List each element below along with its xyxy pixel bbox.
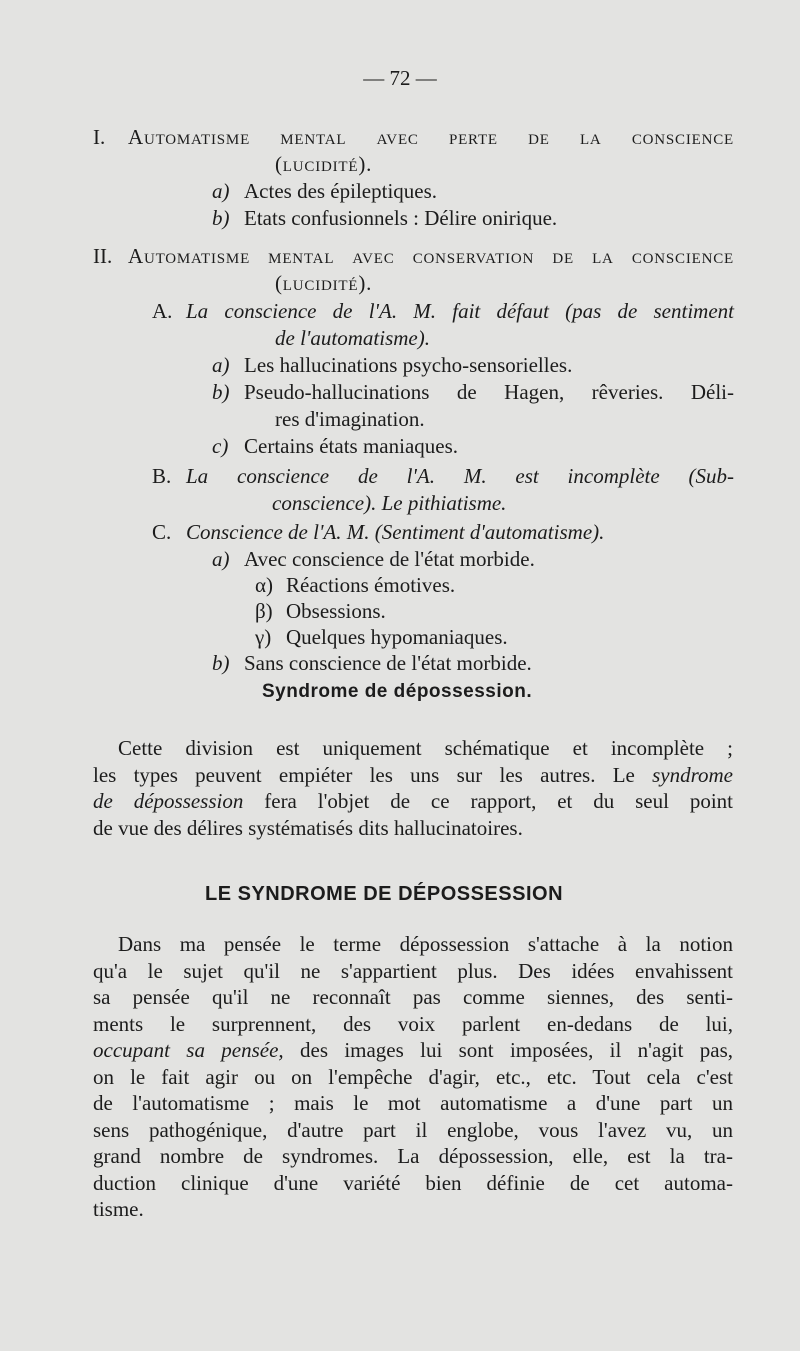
text-run: fera l'objet de ce rapport, et du seul point: [243, 789, 733, 813]
subsection-A-label: A.: [152, 299, 173, 323]
paragraph-body: [93, 931, 733, 1223]
subsection-A-text: La conscience de l'A. M. fait défaut (pas de sentiment: [186, 299, 734, 323]
subsection-B-label: B.: [152, 464, 172, 488]
paragraph-line: [93, 1037, 733, 1064]
item-text: Pseudo-hallucinations de Hagen, rêveries. Déli-: [244, 380, 734, 404]
syndrome-label: Syndrome de dépossession.: [262, 681, 533, 702]
section-II-title: Automatisme mental avec conservation de la conscience: [128, 244, 734, 268]
item-text: Certains états maniaques.: [244, 434, 459, 458]
paragraph-line: Cette division est uniquement schématique et incomplète ;: [118, 736, 733, 760]
section-I-title-cont: (lucidité).: [275, 152, 373, 176]
section-II-title-cont: (lucidité).: [275, 271, 373, 295]
paragraph-line: [93, 762, 733, 789]
paragraph-line: qu'a le sujet qu'il ne s'appartient plus. Des idées envahissent: [93, 958, 733, 983]
paragraph-line: tisme.: [93, 1197, 144, 1221]
paragraph-line: duction clinique d'une variété bien définie de cet automa-: [93, 1170, 733, 1195]
item-text: Les hallucinations psycho-sensorielles.: [244, 353, 573, 377]
greek-item-label: γ): [255, 625, 272, 649]
paragraph-line: grand nombre de syndromes. La dépossession, elle, est la tra-: [93, 1144, 733, 1168]
item-label: c): [212, 434, 229, 458]
item-text: Etats confusionnels : Délire onirique.: [244, 206, 558, 230]
item-label: a): [212, 179, 230, 203]
section-heading: LE SYNDROME DE DÉPOSSESSION: [205, 883, 564, 905]
item-text-cont: res d'imagination.: [275, 407, 425, 431]
paragraph-intro: [93, 735, 733, 841]
item-label: a): [212, 547, 230, 571]
paragraph-line: ments le surprennent, des voix parlent en-dedans de lui,: [93, 1011, 733, 1036]
item-text: Actes des épileptiques.: [244, 179, 438, 203]
text-run: les types peuvent empiéter les uns sur les autres. Le: [93, 762, 653, 787]
item-text: Avec conscience de l'état morbide.: [244, 547, 535, 571]
text-run: des images lui sont imposées, il n'agit pas,: [283, 1038, 733, 1062]
item-text: Sans conscience de l'état morbide.: [244, 651, 532, 675]
greek-item-label: β): [255, 599, 273, 623]
section-II-numeral: II.: [93, 244, 113, 268]
text-run-italic: occupant sa pensée,: [93, 1038, 284, 1062]
paragraph-line: de vue des délires systématisés dits hallucinatoires.: [93, 815, 523, 840]
paragraph-line: sens pathogénique, d'autre part il englobe, vous l'avez vu, un: [93, 1117, 733, 1142]
greek-item-text: Réactions émotives.: [286, 573, 456, 597]
subsection-B-text: La conscience de l'A. M. est incomplète (Sub-: [186, 464, 734, 488]
paragraph-line: Dans ma pensée le terme dépossession s'attache à la notion: [118, 932, 733, 956]
paragraph-line: on le fait agir ou on l'empêche d'agir, etc., etc. Tout cela c'est: [93, 1064, 733, 1089]
item-label: b): [212, 206, 230, 230]
subsection-C-text: Conscience de l'A. M. (Sentiment d'automatisme).: [186, 520, 605, 544]
section-I-title: Automatisme mental avec perte de la conscience: [128, 125, 734, 149]
paragraph-line: de l'automatisme ; mais le mot automatisme a d'une part un: [93, 1091, 733, 1115]
item-label: b): [212, 651, 230, 675]
section-I-numeral: I.: [93, 125, 106, 149]
subsection-C-label: C.: [152, 520, 172, 544]
subsection-A-text-cont: de l'automatisme).: [275, 326, 430, 350]
item-label: b): [212, 380, 230, 404]
greek-item-text: Obsessions.: [286, 599, 386, 623]
page-number: — 72 —: [363, 66, 437, 90]
paragraph-line: [93, 788, 733, 815]
text-run-italic: de dépossession: [93, 789, 244, 813]
greek-item-text: Quelques hypomaniaques.: [286, 625, 508, 649]
item-label: a): [212, 353, 230, 377]
greek-item-label: α): [255, 573, 273, 597]
subsection-B-text-cont: conscience). Le pithiatisme.: [272, 491, 507, 515]
text-run-italic: syndrome: [652, 762, 733, 787]
paragraph-line: sa pensée qu'il ne reconnaît pas comme siennes, des senti-: [93, 985, 733, 1009]
